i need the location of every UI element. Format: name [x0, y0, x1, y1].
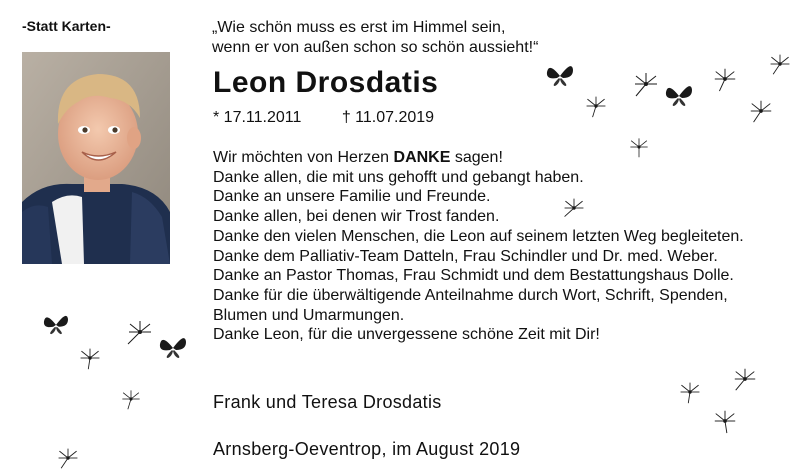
thanks-line: Danke allen, bei denen wir Trost fanden. — [213, 208, 500, 226]
birth-date: * 17.11.2011 — [213, 109, 302, 126]
dandelion-seed-icon — [78, 346, 102, 370]
thanks-line: Blumen und Umarmungen. — [213, 306, 405, 324]
portrait-photo — [22, 52, 170, 264]
dandelion-seed-icon — [562, 196, 586, 220]
quote-line: wenn er von außen schon so schön aussieht!“ — [212, 39, 539, 56]
dandelion-seed-icon — [748, 98, 774, 124]
thanks-line: Danke dem Palliativ-Team Datteln, Frau Schindler und Dr. med. Weber. — [213, 247, 718, 265]
thanks-line: Danke den vielen Menschen, die Leon auf seinem letzten Weg begleiteten. — [213, 227, 744, 245]
thanks-line: Wir möchten von Herzen DANKE sagen! — [213, 149, 503, 166]
dandelion-seed-icon — [768, 52, 792, 76]
dandelion-seed-icon — [584, 94, 608, 118]
child-portrait-image — [22, 52, 170, 264]
dandelion-seed-icon — [120, 388, 142, 410]
death-date: † 11.07.2019 — [341, 109, 435, 126]
dandelion-seed-icon — [712, 66, 738, 92]
dandelion-seed-icon — [732, 366, 758, 392]
danke-emphasis: DANKE — [393, 149, 451, 166]
butterfly-icon — [545, 62, 575, 88]
thanks-line: Danke an unsere Familie und Freunde. — [213, 188, 491, 206]
life-dates — [213, 109, 434, 127]
quote — [212, 18, 538, 58]
thanks-line: Danke an Pastor Thomas, Frau Schmidt und dem Bestattungshaus Dolle. — [213, 267, 734, 285]
quote-line: „Wie schön muss es erst im Himmel sein, — [212, 19, 506, 36]
butterfly-icon — [664, 82, 694, 108]
signers: Frank und Teresa Drosdatis — [213, 392, 442, 412]
dandelion-seed-icon — [56, 446, 80, 470]
dandelion-seed-icon — [712, 408, 738, 434]
thanks-line: Danke allen, die mit uns gehofft und gebangt haben. — [213, 168, 584, 186]
dandelion-seed-icon — [678, 380, 702, 404]
dandelion-seed-icon — [628, 136, 650, 158]
deceased-name: Leon Drosdatis — [213, 66, 439, 99]
dandelion-seed-icon — [632, 70, 660, 98]
place-date: Arnsberg-Oeventrop, im August 2019 — [213, 439, 521, 459]
dandelion-seed-icon — [126, 318, 154, 346]
thank-you-text — [213, 148, 744, 345]
butterfly-icon — [42, 312, 70, 336]
thanks-line: Danke Leon, für die unvergessene schöne Zeit mit Dir! — [213, 326, 600, 344]
statt-karten-label: -Statt Karten- — [22, 18, 111, 34]
butterfly-icon — [158, 334, 188, 360]
thanks-line: Danke für die überwältigende Anteilnahme durch Wort, Schrift, Spenden, — [213, 286, 728, 304]
